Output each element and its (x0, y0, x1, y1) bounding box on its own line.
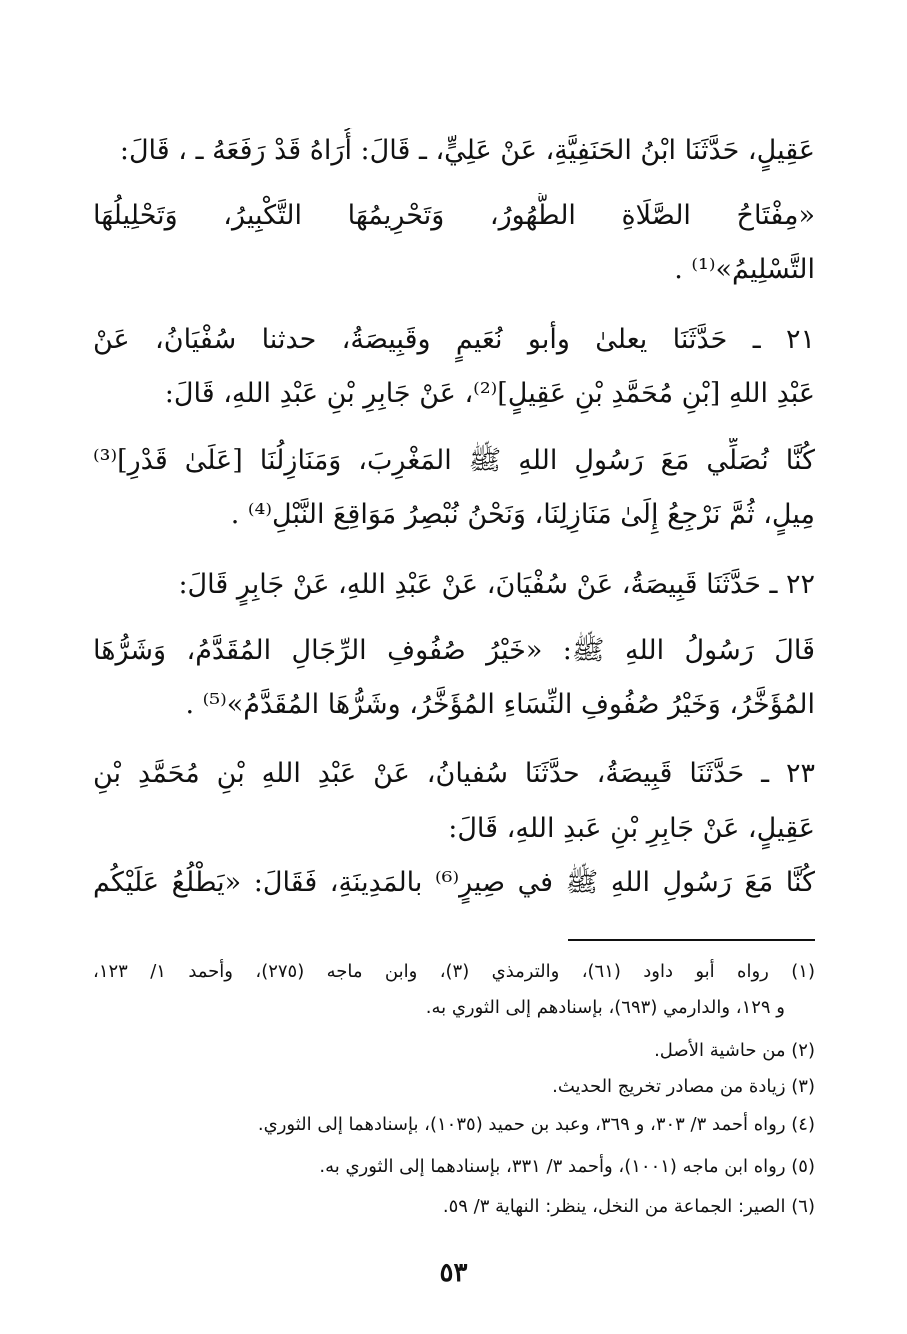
body-line: قَالَ رَسُولُ اللهِ ﷺ: «خَيْرُ صُفُوفِ الرِّجَالِ المُقَدَّمُ، وَشَرُّهَا (93, 635, 815, 666)
page-number: ٥٣ (439, 1258, 468, 1288)
footnote-5: (٥) رواه ابن ماجه (١٠٠١)، وأحمد ٣/ ٣٣١، بإسنادهما إلى الثوري به. (319, 1156, 815, 1177)
footnote-1: (١) رواه أبو داود (٦١)، والترمذي (٣)، وابن ماجه (٢٧٥)، وأحمد ١/ ١٢٣، (93, 961, 815, 982)
footnote-separator (568, 939, 815, 941)
footnote-4: (٤) رواه أحمد ٣/ ٣٠٣، و ٣٦٩، وعبد بن حميد (١٠٣٥)، بإسنادهما إلى الثوري. (257, 1114, 815, 1135)
body-line: كُنَّا نُصَلِّي مَعَ رَسُولِ اللهِ ﷺ المَغْرِبَ، وَمَنَازِلُنَا [عَلَىٰ قَدْرِ]⁽³⁾ (93, 445, 815, 476)
body-line: «مِفْتَاحُ الصَّلَاةِ الطُّهُورُ، وَتَحْرِيمُهَا التَّكْبِيرُ، وَتَحْلِيلُهَا (93, 200, 815, 231)
hadith-23-line: ٢٣ ـ حَدَّثَنَا قَبِيصَةُ، حدَّثَنَا سُفيانُ، عَنْ عَبْدِ اللهِ بْنِ مُحَمَّدِ بْنِ (93, 758, 815, 789)
body-line: مِيلٍ، ثُمَّ نَرْجِعُ إِلَىٰ مَنَازِلِنَا، وَنَحْنُ نُبْصِرُ مَوَاقِعَ النَّبْلِ⁽⁴⁾ . (230, 499, 815, 530)
footnote-2: (٢) من حاشية الأصل. (654, 1040, 815, 1061)
body-line: كُنَّا مَعَ رَسُولِ اللهِ ﷺ في صِيرٍ⁽⁶⁾ بالمَدِينَةِ، فَقَالَ: «يَطْلُعُ عَلَيْكُم (93, 867, 815, 898)
body-line: عَقِيلٍ، عَنْ جَابِرِ بْنِ عَبدِ اللهِ، قَالَ: (448, 813, 815, 844)
hadith-21-line: ٢١ ـ حَدَّثَنَا يعلىٰ وأبو نُعَيمٍ وقَبِيصَةُ، حدثنا سُفْيَانُ، عَنْ (93, 324, 815, 355)
hadith-22-line: ٢٢ ـ حَدَّثَنَا قَبِيصَةُ، عَنْ سُفْيَانَ، عَنْ عَبْدِ اللهِ، عَنْ جَابِرٍ قَالَ: (178, 569, 815, 600)
body-line: عَقِيلٍ، حَدَّثَنَا ابْنُ الحَنَفِيَّةِ، عَنْ عَلِيٍّ، ـ قَالَ: أُرَاهُ قَدْ رَفَعَهُ ـ ، قَالَ: (119, 135, 815, 166)
footnote-1-continued: و ١٢٩، والدارمي (٦٩٣)، بإسنادهم إلى الثوري به. (425, 997, 785, 1018)
body-line: عَبْدِ اللهِ [بْنِ مُحَمَّدِ بْنِ عَقِيلٍ]⁽²⁾، عَنْ جَابِرِ بْنِ عَبْدِ اللهِ، قَالَ: (164, 378, 815, 409)
footnote-6: (٦) الصير: الجماعة من النخل، ينظر: النهاية ٣/ ٥٩. (442, 1196, 815, 1217)
body-line: المُؤَخَّرُ، وَخَيْرُ صُفُوفِ النِّسَاءِ المُؤَخَّرُ، وشَرُّهَا المُقَدَّمُ»⁽⁵⁾ . (185, 689, 815, 720)
footnote-3: (٣) زيادة من مصادر تخريج الحديث. (552, 1076, 815, 1097)
body-line: التَّسْلِيمُ»⁽¹⁾ . (674, 254, 815, 285)
